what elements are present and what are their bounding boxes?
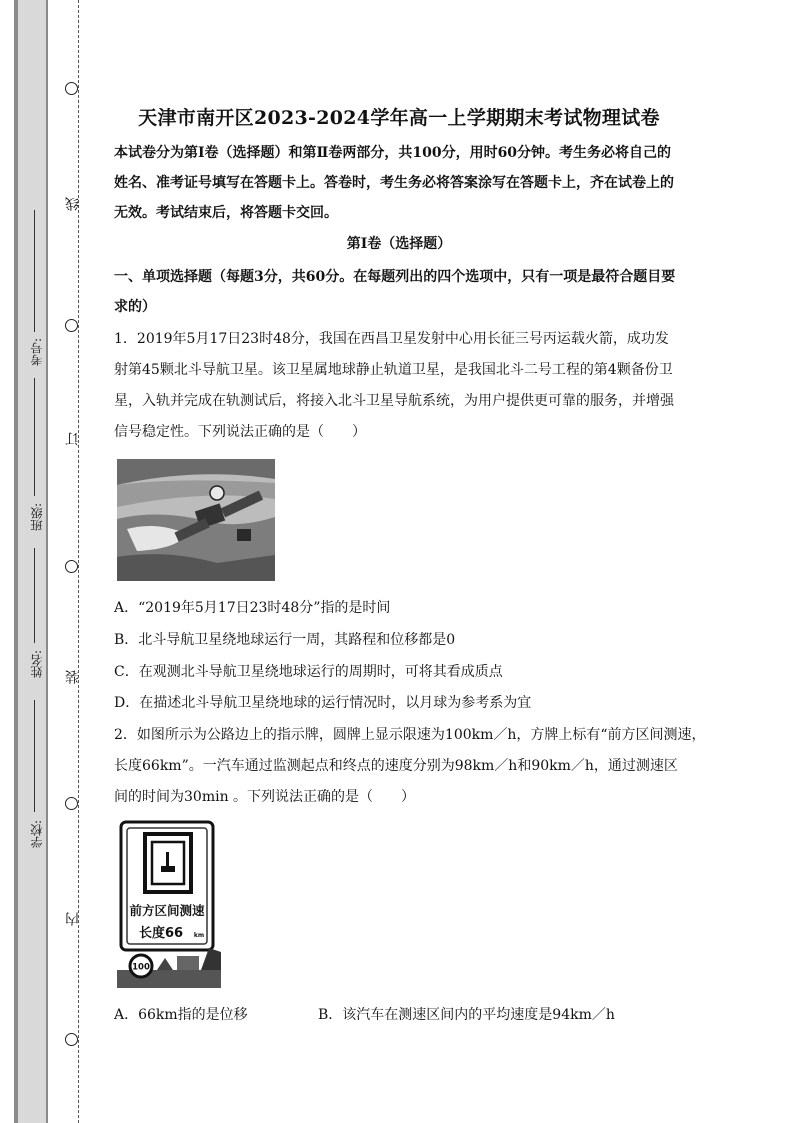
- section-title: 第Ⅰ卷（选择题）: [346, 236, 452, 252]
- name-blank[interactable]: [34, 548, 35, 643]
- instruction-line: 姓名、准考证号填写在答题卡上。答卷时，考生务必将答案涂写在答题卡上，齐在试卷上的: [114, 175, 674, 191]
- binding-hole: [65, 82, 78, 95]
- binding-hole: [65, 797, 78, 810]
- q1-option-d: D．在描述北斗导航卫星绕地球的运行情况时，以月球为参考系为宜: [114, 695, 532, 711]
- exam-number-label: 考号:: [30, 338, 44, 367]
- sign-text-unit: km: [193, 932, 205, 939]
- q1-option-b: B．北斗导航卫星绕地球运行一周，其路程和位移都是0: [114, 632, 456, 648]
- q1-stem: 星，入轨并完成在轨测试后，将接入北斗卫星导航系统，为用户提供更可靠的服务，并增强: [114, 393, 674, 409]
- q1-stem: 信号稳定性。下列说法正确的是（ ）: [114, 424, 366, 440]
- fold-dashed-line: [78, 0, 79, 1123]
- q2-stem: 间的时间为30min 。下列说法正确的是（ ）: [114, 789, 416, 805]
- name-label: 姓名:: [30, 650, 44, 679]
- satellite-photo: [117, 459, 275, 581]
- q1-option-c: C．在观测北斗导航卫星绕地球运行的周期时，可将其看成质点: [114, 664, 503, 680]
- sign-text-line2: 长度66: [138, 926, 184, 941]
- speed-sign-photo: [117, 820, 221, 988]
- instruction-line: 无效。考试结束后，将答题卡交回。: [114, 205, 338, 221]
- q2-option-a: A．66km指的是位移: [114, 1007, 248, 1023]
- exam-title: 天津市南开区2023-2024学年高一上学期期末考试物理试卷: [138, 107, 660, 129]
- binding-hole: [65, 560, 78, 573]
- fold-char: 线: [65, 197, 81, 211]
- part-heading: 一、单项选择题（每题3分，共60分。在每题列出的四个选项中，只有一项是最符合题目要: [114, 269, 676, 285]
- fold-char: 装: [65, 670, 81, 684]
- school-blank[interactable]: [34, 700, 35, 812]
- q1-option-a: A．“2019年5月17日23时48分”指的是时间: [114, 600, 391, 616]
- binding-hole: [65, 1033, 78, 1046]
- fold-char: 订: [65, 432, 81, 446]
- instruction-line: 本试卷分为第Ⅰ卷（选择题）和第Ⅱ卷两部分，共100分，用时60分钟。考生务必将自己的: [114, 145, 672, 161]
- exam-number-blank[interactable]: [34, 210, 35, 332]
- fold-char: 内: [65, 912, 81, 926]
- q2-stem: 2．如图所示为公路边上的指示牌，圆牌上显示限速为100km／h，方牌上标有“前方区间测速，: [114, 727, 706, 743]
- q1-stem: 1．2019年5月17日23时48分，我国在西昌卫星发射中心用长征三号丙运载火箭，成功发: [114, 331, 669, 347]
- school-label: 学校:: [30, 820, 44, 849]
- class-label: 班级:: [30, 503, 44, 532]
- sign-text-line1: 前方区间测速: [129, 903, 205, 918]
- q2-stem: 长度66km”。一汽车通过监测起点和终点的速度分别为98km／h和90km／h，通过测速区: [114, 758, 678, 774]
- q1-stem: 射第45颗北斗导航卫星。该卫星属地球静止轨道卫星，是我国北斗二号工程的第4颗备份卫: [114, 362, 673, 378]
- class-blank[interactable]: [34, 378, 35, 496]
- binding-hole: [65, 319, 78, 332]
- q2-option-b: B．该汽车在测速区间内的平均速度是94km／h: [318, 1007, 615, 1023]
- speed-limit-text: 100: [132, 962, 150, 973]
- binding-bar-inner: [18, 0, 46, 1123]
- binding-margin: [0, 0, 48, 1123]
- part-heading: 求的）: [114, 299, 156, 315]
